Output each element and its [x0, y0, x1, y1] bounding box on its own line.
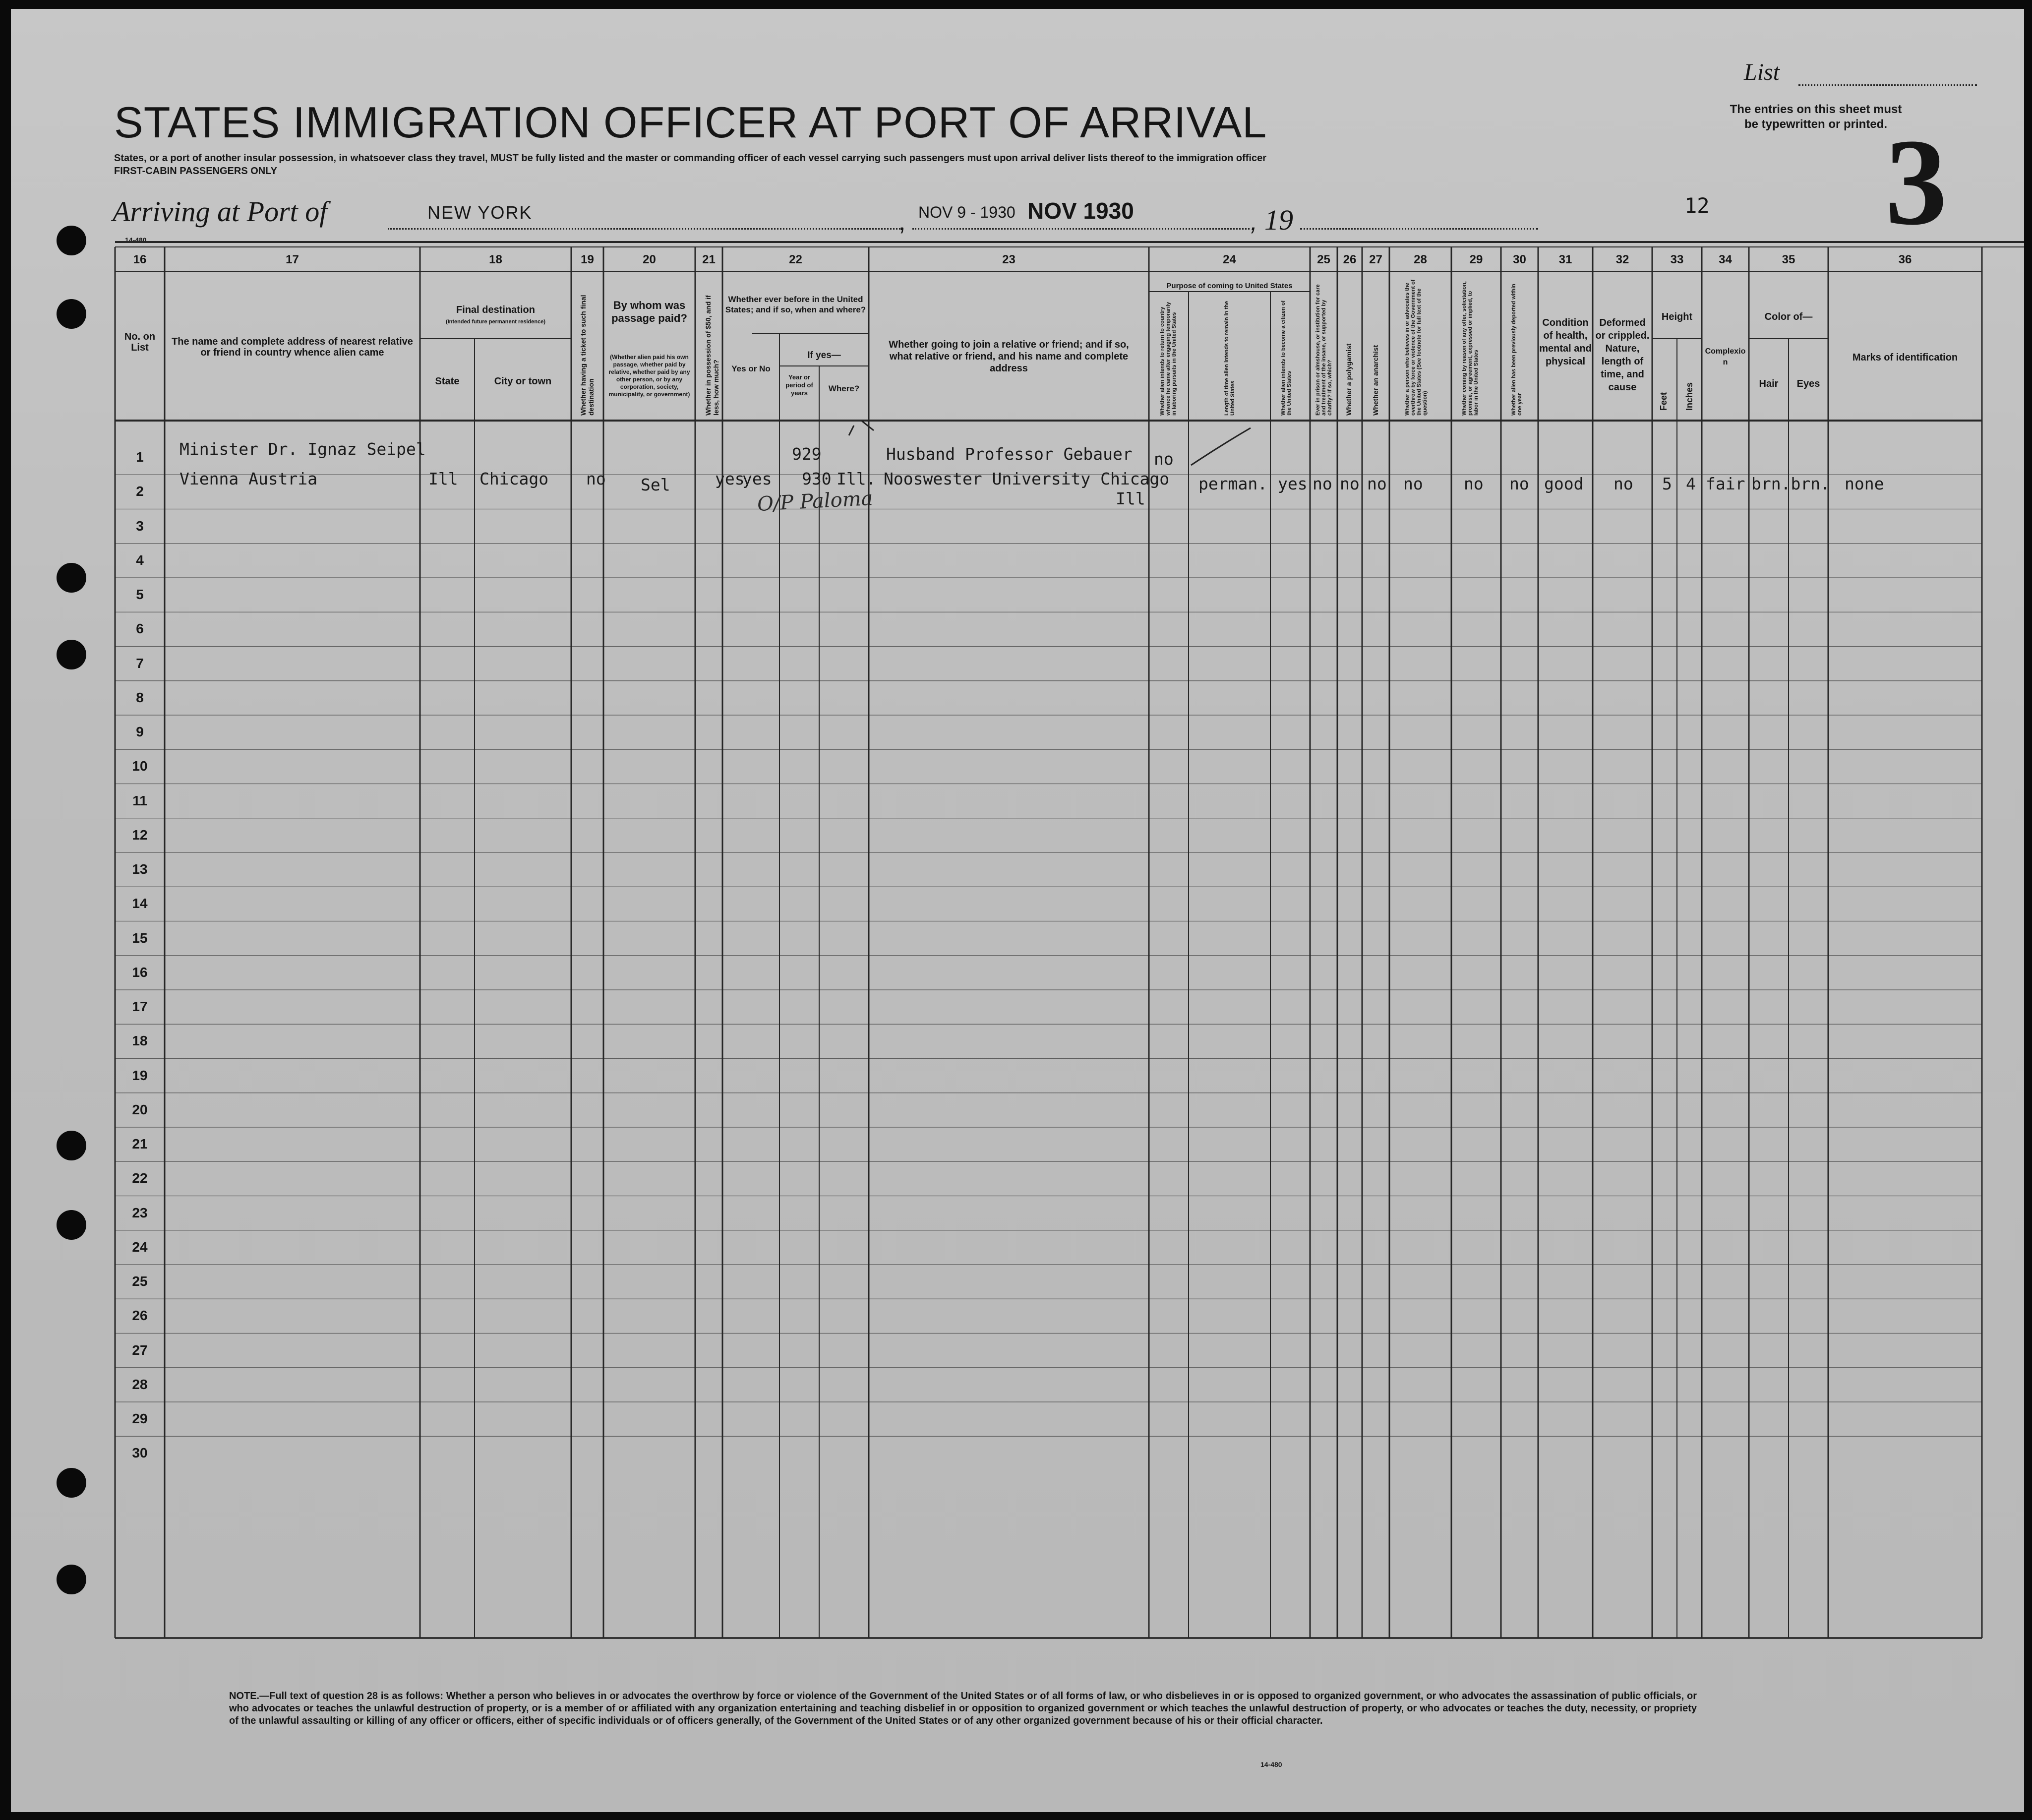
binder-hole — [57, 226, 86, 255]
col-num-35: 35 — [1782, 253, 1795, 266]
subtitle-line: States, or a port of another insular possession, in whatsoever class they travel, MUST be fully listed and the master or commanding officer of each vessel carrying such passengers must upon arrival deliver lists thereof to the immigration officer — [114, 153, 1266, 164]
year-value-1: 929 — [792, 444, 822, 464]
header-city: City or town — [494, 376, 552, 387]
header-marks: Marks of identification — [1852, 352, 1958, 363]
row-number: 26 — [132, 1308, 148, 1324]
header-deformed: Deformed or crippled. Nature, length of time, and cause — [1595, 317, 1650, 393]
year-comma: , — [1251, 208, 1257, 236]
header-if-yes: If yes— — [807, 350, 841, 361]
row-number: 21 — [132, 1136, 148, 1152]
col-num-16: 16 — [133, 253, 147, 266]
join-relative-line1: Husband Professor Gebauer — [886, 444, 1133, 464]
col-num-22: 22 — [789, 253, 802, 266]
col-num-29: 29 — [1469, 253, 1483, 266]
join-relative-line3: Ill — [1116, 489, 1145, 508]
binder-hole — [57, 640, 86, 669]
row-number: 27 — [132, 1342, 148, 1358]
col-num-27: 27 — [1369, 253, 1382, 266]
header-purpose: Purpose of coming to United States — [1166, 282, 1293, 290]
row-number: 2 — [136, 484, 144, 499]
relative-address: Vienna Austria — [179, 469, 318, 488]
prison-value: no — [1313, 474, 1332, 493]
col-num-34: 34 — [1719, 253, 1732, 266]
q30-value: no — [1509, 474, 1529, 493]
year-prefix: 19 — [1264, 204, 1293, 236]
header-q30: Whether alien has been previously deported within one year — [1511, 284, 1523, 416]
col-num-31: 31 — [1558, 253, 1572, 266]
relative-name: Minister Dr. Ignaz Seipel — [179, 439, 426, 459]
header-complexion: Complexion — [1705, 347, 1746, 366]
footnote-question-28: NOTE.—Full text of question 28 is as follows: Whether a person who believes in or advocates the overthrow by force or violence of the Government of the United States or of all forms of law, or who disbelieves in or is opposed to organized government, or who advocates the assassination of public officials, or who advocates or teaches the unlawful destruction of property, or is a member of or affiliated with any organization entertaining and teaching disbelief in or opposition to organized government or which teaches the unlawful destruction of property, or who advocates or teaches the duty, necessity, or propriety of the unlawful assaulting or killing of any officer or officers, either of specific individuals or of officers generally, of the Government of the United States or of any other organized government because of his or their official character. — [229, 1691, 1697, 1726]
citizen-value: yes — [1278, 474, 1308, 493]
header-yes-no: Yes or No — [731, 364, 771, 373]
inches-value: 4 — [1686, 474, 1696, 493]
join-relative-line2: Nooswester University Chicago — [884, 469, 1170, 488]
header-polygamist: Whether a polygamist — [1345, 343, 1353, 416]
row-number: 19 — [132, 1067, 148, 1083]
row-number: 20 — [132, 1101, 148, 1117]
table-grid — [11, 9, 2024, 1812]
length-stay-value: perman. — [1198, 474, 1268, 493]
binder-hole — [57, 563, 86, 593]
row-number: 11 — [132, 792, 147, 808]
header-passage-paid: By whom was passage paid? — [611, 299, 687, 324]
row-number: 30 — [132, 1445, 148, 1461]
passage-paid-value: Sel — [641, 475, 670, 494]
date-stamp-small: NOV 9 - 1930 — [918, 203, 1016, 221]
row-number: 14 — [132, 896, 148, 911]
return-value: no — [1154, 449, 1174, 469]
header-purpose-length: Length of time alien intends to remain in the United States — [1224, 301, 1236, 416]
ever-before-value: yes — [742, 469, 772, 488]
port-name: NEW YORK — [427, 202, 533, 223]
polygamist-value: no — [1340, 474, 1360, 493]
manifest-sheet — [11, 9, 2024, 1812]
row-number: 15 — [132, 930, 148, 946]
row-number: 6 — [136, 621, 144, 637]
row-number: 28 — [132, 1376, 148, 1392]
header-hair: Hair — [1759, 378, 1779, 389]
binder-hole — [57, 1565, 86, 1594]
col-num-28: 28 — [1414, 253, 1427, 266]
col-num-19: 19 — [581, 253, 594, 266]
page-title: STATES IMMIGRATION OFFICER AT PORT OF ARRIVAL — [114, 98, 1267, 147]
dest-city: Chicago — [479, 469, 549, 488]
hair-eyes-value: brn.brn. — [1751, 474, 1830, 493]
header-year: Year or period of years — [785, 373, 813, 397]
sheet-number: 3 — [1885, 114, 1947, 251]
col-num-23: 23 — [1002, 253, 1016, 266]
row-number: 29 — [132, 1411, 148, 1426]
row-number: 3 — [136, 518, 144, 534]
form-code-top: 14-480 — [125, 236, 147, 244]
row-number: 22 — [132, 1170, 148, 1186]
year-value-2: 930 — [802, 469, 832, 488]
header-q28: Whether a person who believes in or advocates the overthrow by force or violence of the Government of the United States (See footnote for full text of the question) — [1404, 279, 1428, 416]
header-ever-before: Whether ever before in the United States; and if so, when and where? — [725, 295, 866, 314]
header-ticket: Whether having a ticket to such final destination — [579, 295, 595, 416]
dest-state: Ill — [428, 469, 458, 488]
header-purpose-citizen: Whether alien intends to become a citizen of the United States — [1280, 300, 1292, 416]
header-state: State — [435, 376, 460, 387]
header-final-destination-note: (Intended future permanent residence) — [445, 319, 546, 325]
row-number: 25 — [132, 1274, 148, 1289]
list-label: List — [1744, 59, 1780, 85]
row-number: 1 — [136, 449, 144, 465]
header-inches: Inches — [1684, 382, 1694, 411]
row-number: 16 — [132, 964, 148, 980]
marks-value: none — [1845, 474, 1884, 493]
header-prison: Ever in prison or almshouse, or institution for care and treatment of the insane, or supported by charity? If so, which? — [1315, 284, 1333, 416]
header-anarchist: Whether an anarchist — [1372, 345, 1379, 416]
health-value: good — [1544, 474, 1584, 493]
row-number: 13 — [132, 861, 148, 877]
cabin-class-label: FIRST-CABIN PASSENGERS ONLY — [114, 166, 277, 177]
row-number: 5 — [136, 587, 144, 602]
mark-number: 12 — [1684, 193, 1710, 218]
col-num-18: 18 — [489, 253, 502, 266]
col-num-36: 36 — [1898, 253, 1912, 266]
header-nearest-relative: The name and complete address of nearest relative or friend in country whence alien came — [172, 336, 413, 358]
col-num-25: 25 — [1317, 253, 1330, 266]
header-eyes: Eyes — [1796, 378, 1820, 389]
header-height: Height — [1661, 311, 1693, 322]
row-number: 4 — [136, 552, 144, 568]
comma-sep: , — [898, 208, 905, 236]
row-number: 10 — [132, 758, 148, 774]
col-num-26: 26 — [1343, 253, 1357, 266]
row-number: 8 — [136, 689, 144, 705]
deformed-value: no — [1614, 474, 1633, 493]
binder-hole — [57, 1210, 86, 1240]
row-number: 7 — [136, 655, 144, 671]
header-feet: Feet — [1659, 392, 1669, 411]
row-number: 24 — [132, 1239, 148, 1255]
q28-value: no — [1403, 474, 1423, 493]
money-value: yes — [715, 469, 745, 488]
header-join-relative: Whether going to join a relative or friend; and if so, what relative or friend, and his name and complete address — [889, 339, 1129, 374]
complexion-value: fair — [1706, 474, 1745, 493]
col-num-21: 21 — [702, 253, 716, 266]
feet-value: 5 — [1662, 474, 1672, 493]
row-number: 18 — [132, 1033, 148, 1049]
header-health: Condition of health, mental and physical — [1539, 317, 1592, 367]
where-value: Ill. — [837, 469, 876, 488]
row-number: 12 — [132, 827, 148, 843]
header-passage-paid-note: (Whether alien paid his own passage, whether paid by relative, whether paid by any other person, or by any corporation, society, municipality, or government) — [608, 354, 690, 398]
col-num-30: 30 — [1513, 253, 1526, 266]
row-number: 9 — [136, 724, 144, 739]
header-purpose-return: Whether alien intends to return to country whence he came after engaging temporarily in laboring pursuits in the United States — [1159, 302, 1177, 416]
header-money: Whether in possession of $50, and if less, how much? — [704, 295, 720, 416]
header-q29: Whether coming by reason of any offer, solicitation, promise, or agreement, expressed or implied, to labor in the United States — [1461, 281, 1479, 416]
form-code-bottom: 14-480 — [1260, 1760, 1282, 1768]
q29-value: no — [1464, 474, 1484, 493]
date-stamp-large: NOV 1930 — [1027, 198, 1134, 224]
col-num-17: 17 — [286, 253, 299, 266]
header-no-on-list: No. on List — [124, 331, 156, 353]
header-final-destination: Final destination — [456, 304, 535, 315]
col-num-33: 33 — [1670, 253, 1684, 266]
col-num-20: 20 — [643, 253, 656, 266]
arriving-label: Arriving at Port of — [113, 195, 328, 228]
col-num-32: 32 — [1615, 253, 1629, 266]
header-where: Where? — [828, 384, 860, 393]
col-num-24: 24 — [1223, 253, 1236, 266]
binder-hole — [57, 1468, 86, 1498]
anarchist-value: no — [1367, 474, 1387, 493]
header-color-of: Color of— — [1764, 311, 1813, 322]
ticket-value: no — [586, 469, 606, 488]
row-number: 23 — [132, 1205, 148, 1220]
binder-hole — [57, 1131, 86, 1160]
binder-hole — [57, 299, 86, 329]
handwritten-annotation: O/P Paloma — [756, 486, 874, 516]
row-number: 17 — [132, 999, 148, 1014]
list-instructions: The entries on this sheet must be typewritten or printed. — [1730, 103, 1902, 131]
